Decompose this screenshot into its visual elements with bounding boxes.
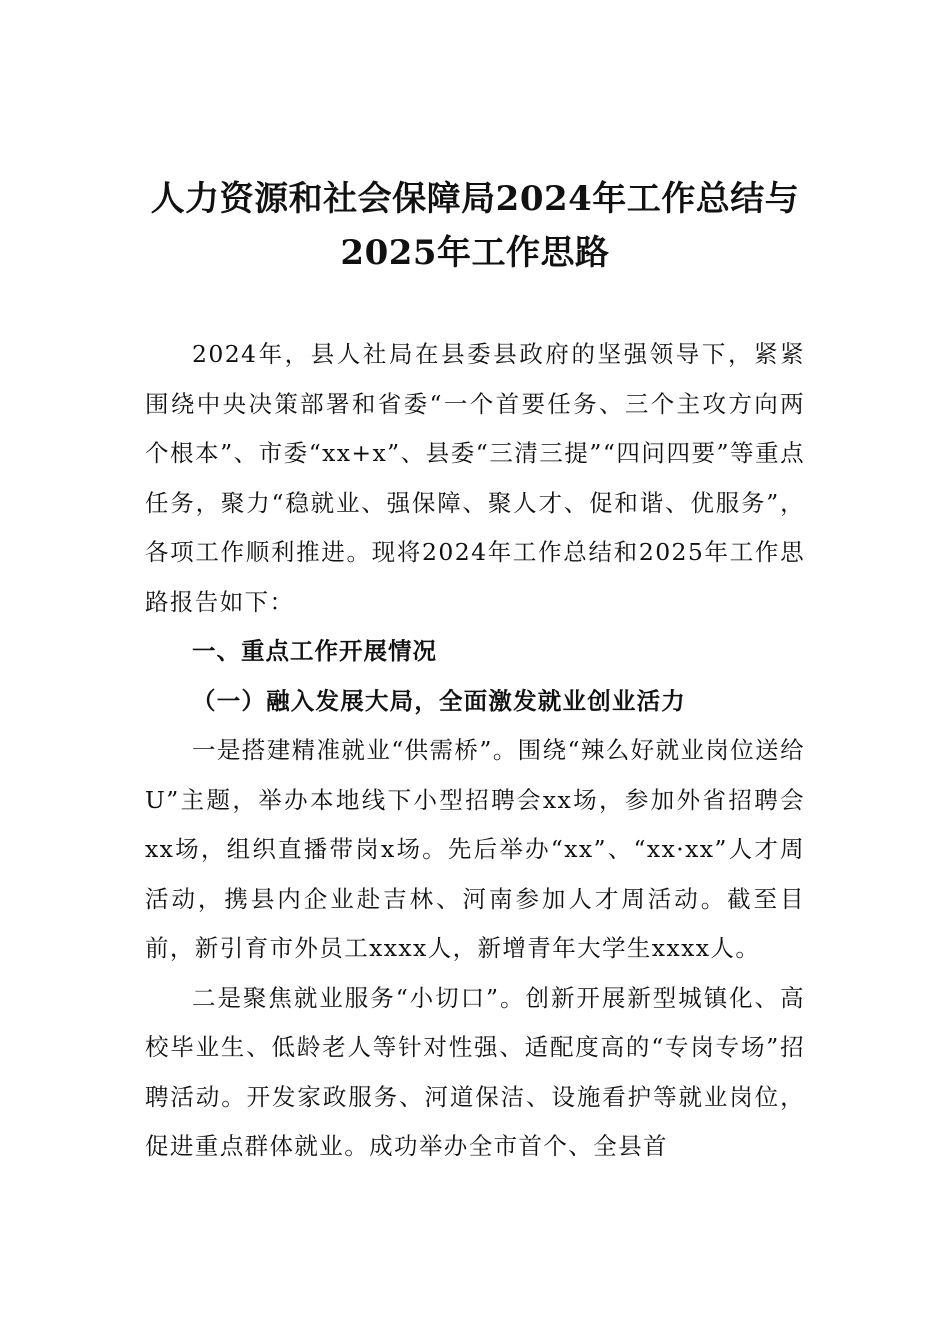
- title-line-2: 2025年工作思路: [340, 233, 610, 273]
- document-body: [145, 330, 805, 1172]
- intro-paragraph: 2024年，县人社局在县委县政府的坚强领导下，紧紧围绕中央决策部署和省委“一个首要任务、三个主攻方向两个根本”、市委“xx+x”、县委“三清三提”“四问四要”等重点任务，聚力“稳就业、强保障、聚人才、促和谐、优服务”，各项工作顺利推进。现将2024年工作总结和2025年工作思路报告如下：: [145, 340, 805, 616]
- paragraph-2: 二是聚焦就业服务“小切口”。创新开展新型城镇化、高校毕业生、低龄老人等针对性强、适配度高的“专岗专场”招聘活动。开发家政服务、河道保洁、设施看护等就业岗位，促进重点群体就业。成功举办全市首个、全县首: [145, 983, 805, 1160]
- section-heading-1: 一、重点工作开展情况: [192, 637, 437, 665]
- subsection-heading-1: （一）融入发展大局，全面激发就业创业活力: [192, 686, 686, 715]
- title-line-1: 人力资源和社会保障局2024年工作总结与: [150, 179, 800, 219]
- document-title: [120, 172, 830, 280]
- paragraph-1: 一是搭建精准就业“供需桥”。围绕“辣么好就业岗位送给U”主题，举办本地线下小型招聘会xx场，参加外省招聘会xx场，组织直播带岗x场。先后举办“xx”、“xx·xx”人才周活动，携县内企业赴吉林、河南参加人才周活动。截至目前，新引育市外员工xxxx人，新增青年大学生xxxx人。: [145, 736, 805, 962]
